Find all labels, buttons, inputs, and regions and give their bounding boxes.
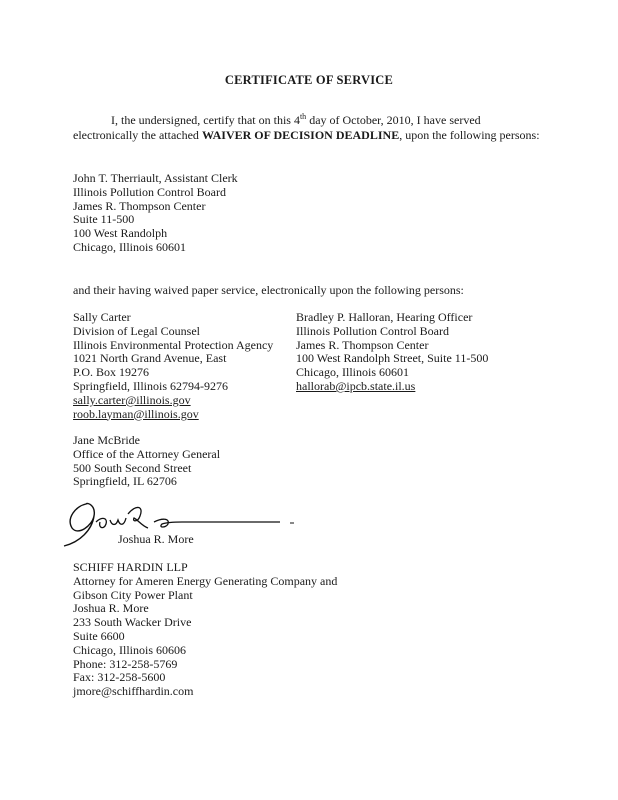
address-line: James R. Thompson Center <box>296 337 429 352</box>
address-line: 100 West Randolph <box>73 226 168 241</box>
address-line: Bradley P. Halloran, Hearing Officer <box>296 310 473 324</box>
firm-line: Attorney for Ameren Energy Generating Company and <box>73 573 338 588</box>
certification-paragraph <box>73 113 543 143</box>
firm-line: Phone: 312-258-5769 <box>73 656 178 671</box>
halloran-address-block <box>296 311 488 394</box>
address-line: Springfield, IL 62706 <box>73 474 177 489</box>
email-link[interactable]: sally.carter@illinois.gov <box>73 392 191 407</box>
intro-part1: I, the undersigned, certify that on this 4 <box>111 113 300 127</box>
firm-line: Suite 6600 <box>73 628 125 643</box>
firm-line: 233 South Wacker Drive <box>73 615 192 630</box>
intro-part2: day of October, 2010, I have served electronically the attached <box>73 113 481 142</box>
address-line: Division of Legal Counsel <box>73 323 200 338</box>
address-line: Chicago, Illinois 60601 <box>296 365 409 380</box>
address-line: Chicago, Illinois 60601 <box>73 239 186 254</box>
address-line: 100 West Randolph Street, Suite 11-500 <box>296 351 489 366</box>
firm-line: Fax: 312-258-5600 <box>73 670 166 685</box>
waived-service-text: and their having waived paper service, electronically upon the following persons: <box>73 283 464 297</box>
intro-superscript: th <box>299 112 307 121</box>
address-line: Sally Carter <box>73 310 131 324</box>
document-title: CERTIFICATE OF SERVICE <box>224 73 394 87</box>
address-line: James R. Thompson Center <box>73 198 206 213</box>
clerk-address-block <box>73 172 238 255</box>
firm-block <box>73 561 337 699</box>
address-line: Jane McBride <box>73 433 140 447</box>
intro-part3: , upon the following persons: <box>399 128 540 142</box>
email-link[interactable]: roob.layman@illinois.gov <box>73 406 199 421</box>
firm-line: SCHIFF HARDIN LLP <box>73 560 188 574</box>
address-line: P.O. Box 19276 <box>73 365 150 380</box>
email-link[interactable]: hallorab@ipcb.state.il.us <box>296 378 416 393</box>
address-line: Springfield, Illinois 62794-9276 <box>73 378 228 393</box>
address-line: 1021 North Grand Avenue, East <box>73 351 227 366</box>
firm-email[interactable]: jmore@schiffhardin.com <box>73 684 194 699</box>
address-line: Illinois Environmental Protection Agency <box>73 337 274 352</box>
address-line: Office of the Attorney General <box>73 446 221 461</box>
address-line: Suite 11-500 <box>73 212 135 227</box>
address-line: 500 South Second Street <box>73 460 192 475</box>
address-line: Illinois Pollution Control Board <box>296 323 450 338</box>
signatory-name: Joshua R. More <box>118 532 194 546</box>
firm-line: Chicago, Illinois 60606 <box>73 642 186 657</box>
firm-line: Gibson City Power Plant <box>73 587 193 602</box>
mcbride-address-block <box>73 434 220 489</box>
carter-address-block <box>73 311 273 421</box>
firm-line: Joshua R. More <box>73 601 149 616</box>
address-line: Illinois Pollution Control Board <box>73 184 227 199</box>
document-name-bold: WAIVER OF DECISION DEADLINE <box>201 128 400 142</box>
address-line: John T. Therriault, Assistant Clerk <box>73 171 238 185</box>
